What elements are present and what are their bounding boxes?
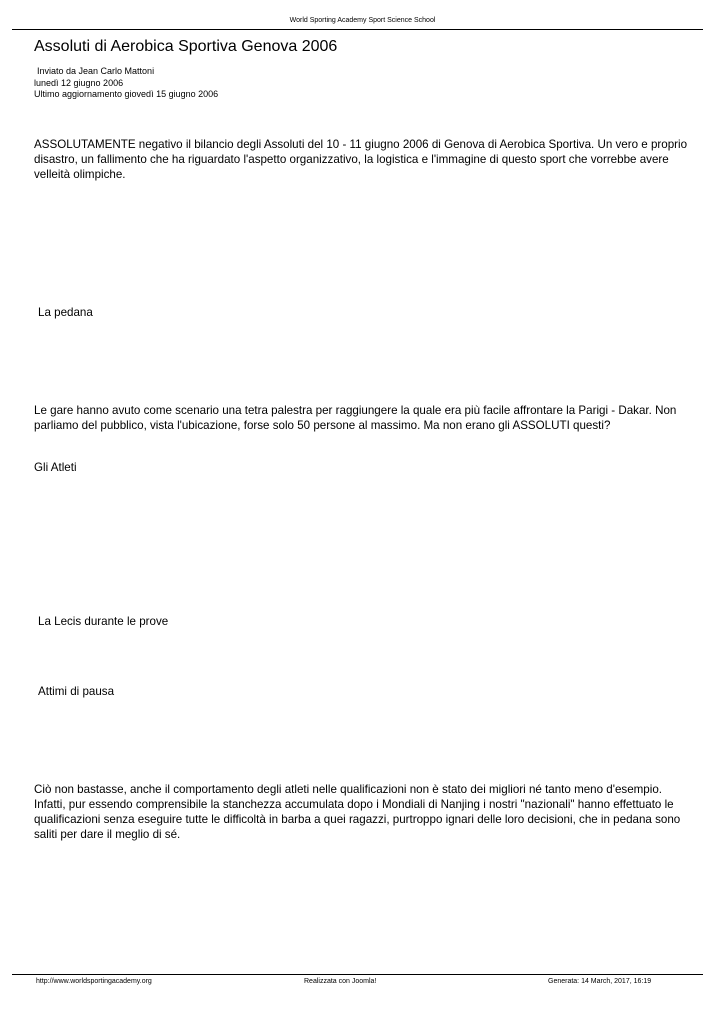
caption-lecis: La Lecis durante le prove — [38, 615, 169, 628]
intro-paragraph: ASSOLUTAMENTE negativo il bilancio degli Assoluti del 10 - 11 giugno 2006 di Genova di Aerobica Sportiva. Un vero e proprio disastro, un fallimento che ha riguardato l'aspetto organizzativo, la logistica e l'immagine di questo sport che vorrebbe avere velleità olimpiche. — [34, 138, 688, 181]
caption-pedana: La pedana — [38, 306, 93, 319]
section-heading-atleti: Gli Atleti — [34, 461, 77, 474]
author-line: Inviato da Jean Carlo Mattoni — [37, 66, 155, 76]
athletes-paragraph: Ciò non bastasse, anche il comportamento degli atleti nelle qualificazioni non è stato dei migliori né tanto meno d'esempio. Infatti, pur essendo comprensibile la stanchezza accumulata dopo i Mondiali di Nanjing i nostri "nazionali" hanno effettuato le qualificazioni senza eseguire tutte le difficoltà in barba a quei ragazzi, purtroppo ignari delle loro decisioni, che in pedana sono saliti per dare il meglio di sé. — [34, 783, 681, 841]
article-title: Assoluti di Aerobica Sportiva Genova 2006 — [34, 38, 338, 55]
venue-paragraph: Le gare hanno avuto come scenario una tetra palestra per raggiungere la quale era più facile affrontare la Parigi - Dakar. Non parliamo del pubblico, vista l'ubicazione, forse solo 50 persone al massimo. Ma non erano gli ASSOLUTI questi? — [34, 404, 677, 432]
footer-url: http://www.worldsportingacademy.org — [36, 978, 152, 985]
footer-powered-by: Realizzata con Joomla! — [304, 978, 377, 985]
site-header-title: World Sporting Academy Sport Science School — [289, 17, 436, 24]
footer-divider — [12, 974, 703, 975]
created-date: lunedì 12 giugno 2006 — [34, 78, 124, 88]
updated-date: Ultimo aggiornamento giovedì 15 giugno 2006 — [34, 89, 219, 99]
footer-generated: Generata: 14 March, 2017, 16:19 — [548, 978, 652, 985]
header-divider — [12, 29, 703, 30]
caption-pausa: Attimi di pausa — [38, 685, 115, 698]
